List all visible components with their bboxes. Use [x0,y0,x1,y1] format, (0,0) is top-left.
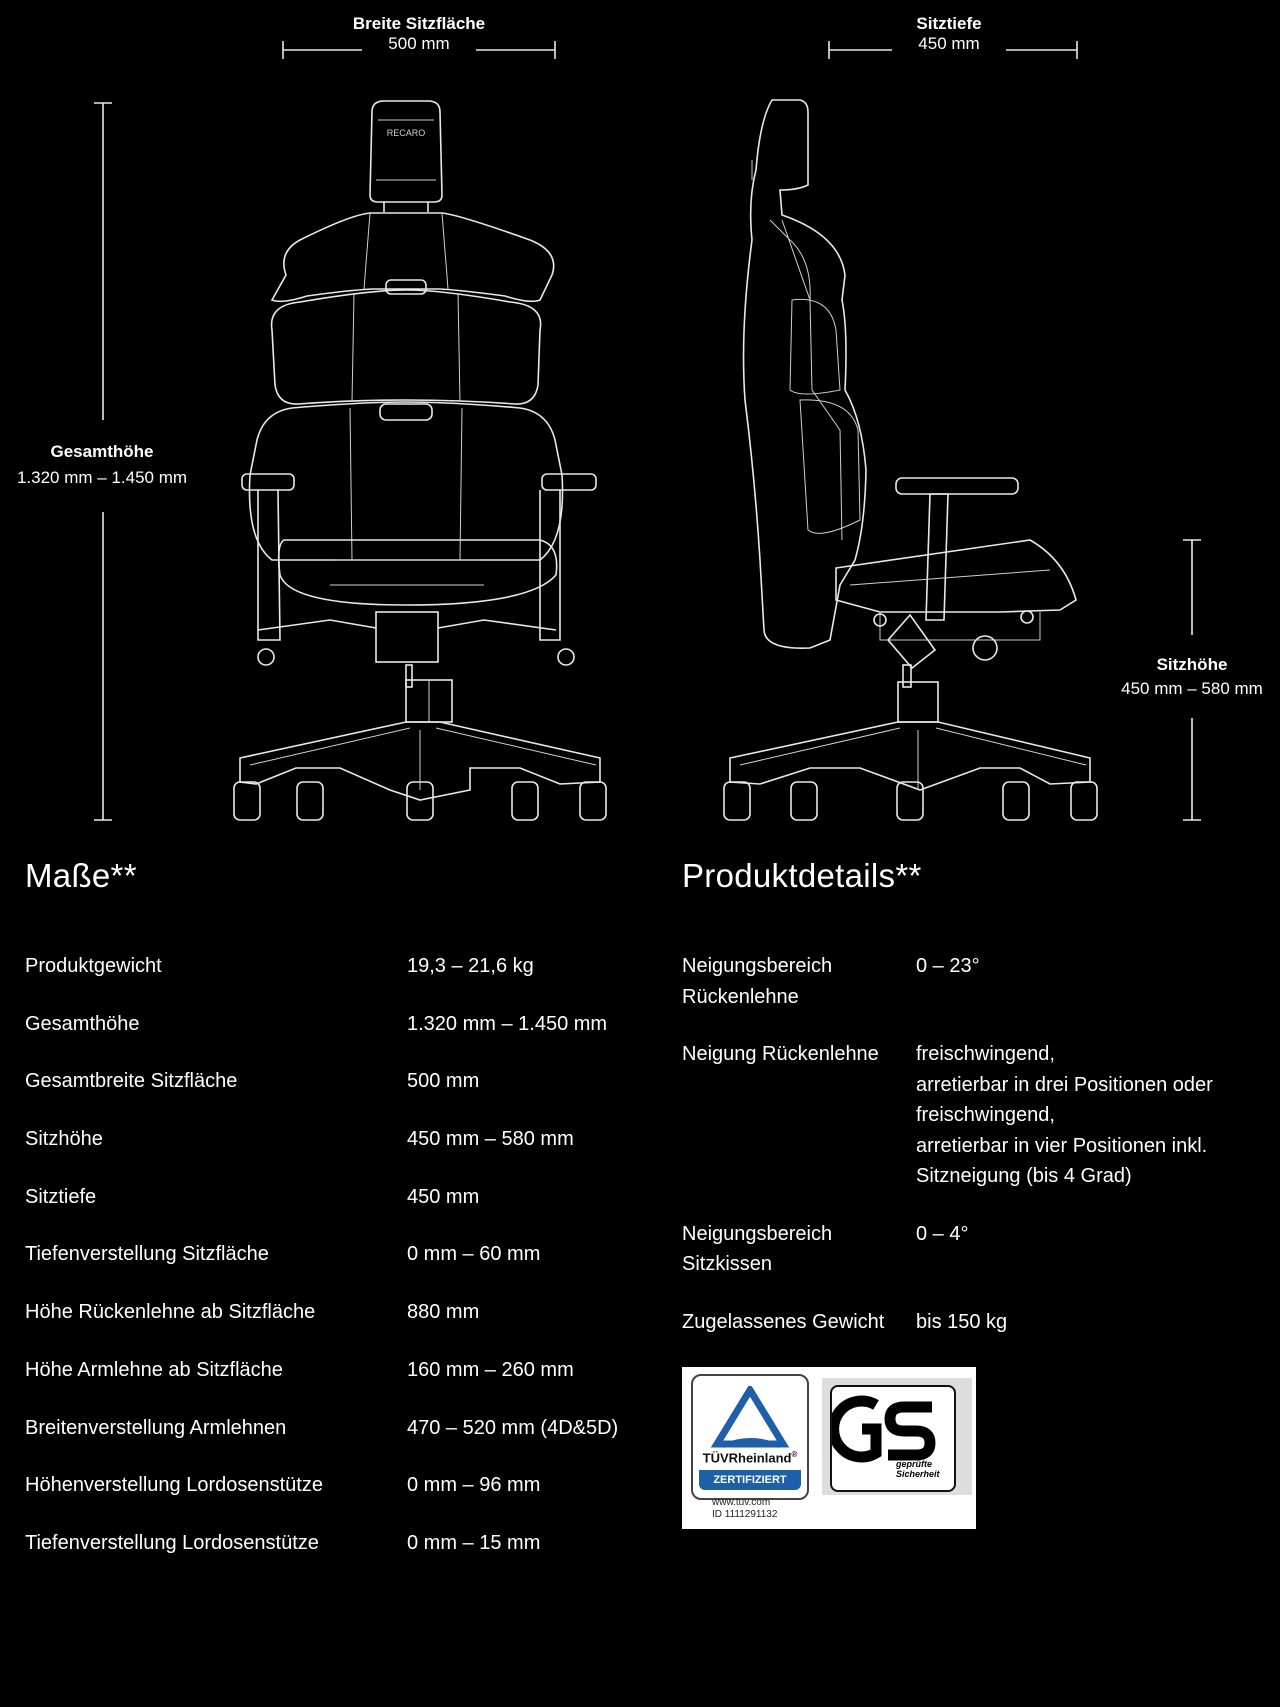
masse-row-value: 160 mm – 260 mm [407,1358,574,1381]
tuv-certificate [691,1374,809,1500]
masse-row-label: Sitzhöhe [25,1128,103,1151]
seat-depth-title: Sitztiefe [916,14,982,33]
masse-row-value: 0 mm – 60 mm [407,1243,541,1266]
tuv-zertifiziert-badge: ZERTIFIZIERT [699,1470,801,1490]
tuv-name-text: TÜVRheinland [702,1450,792,1466]
masse-row [25,1066,665,1097]
brand-mark: RECARO [386,128,426,138]
masse-row [25,1470,665,1501]
masse-row-label: Produktgewicht [25,955,162,977]
seat-depth-label [869,14,1029,54]
chair-side-view [724,100,1097,820]
tuv-registered-mark: ® [791,1450,798,1459]
gs-caption-line1: geprüfte [896,1459,932,1469]
seat-width-label [319,14,519,54]
masse-row [25,1355,665,1386]
produktdetails-row [682,1039,1272,1192]
masse-row-label: Gesamtbreite Sitzfläche [25,1070,238,1093]
masse-row [25,1239,665,1270]
masse-row-value: 450 mm – 580 mm [407,1128,574,1151]
masse-row-value: 19,3 – 21,6 kg [407,955,534,977]
masse-table [25,951,665,1586]
produktdetails-row-value: 0 – 23° [916,955,980,977]
masse-row-value: 500 mm [407,1070,480,1093]
masse-row-value: 880 mm [407,1301,480,1324]
total-height-title: Gesamthöhe [50,442,154,461]
produktdetails-row [682,951,1272,1012]
masse-row-value: 1.320 mm – 1.450 mm [407,1012,608,1035]
seat-height-value: 450 mm – 580 mm [1121,679,1263,698]
total-height-value: 1.320 mm – 1.450 mm [16,468,188,487]
masse-row-value: 0 mm – 96 mm [407,1474,541,1497]
produktdetails-row-label: Zugelassenes Gewicht [682,1310,885,1333]
seat-height-label [1108,655,1276,699]
produktdetails-title: Produktdetails** [682,857,922,894]
total-height-label [2,442,202,488]
masse-row [25,1528,665,1559]
masse-row-label: Sitztiefe [25,1185,97,1208]
tuv-id: ID 1111291132 [712,1509,778,1520]
seat-width-title: Breite Sitzfläche [352,14,486,33]
masse-title: Maße** [25,857,137,894]
masse-row [25,1413,665,1444]
chair-front-view [234,101,606,820]
masse-row-value: 0 mm – 15 mm [407,1531,541,1554]
seat-width-value: 500 mm [388,34,450,53]
produktdetails-row-label: Neigung Rückenlehne [682,1043,879,1065]
gs-caption [896,1459,940,1479]
gs-caption-line2: Sicherheit [896,1469,940,1479]
masse-row [25,1124,665,1155]
masse-row [25,1297,665,1328]
masse-row [25,1182,665,1213]
produktdetails-row-label: Neigungsbereich Rückenlehne [682,955,833,1008]
produktdetails-table [682,951,1272,1364]
masse-row-value: 470 – 520 mm (4D&5D) [407,1416,619,1439]
masse-row-label: Höhe Armlehne ab Sitzfläche [25,1358,283,1381]
produktdetails-row [682,1219,1272,1280]
tuv-info [712,1497,812,1521]
masse-row-label: Höhenverstellung Lordosenstütze [25,1474,323,1497]
produktdetails-row [682,1307,1272,1338]
masse-row-value: 450 mm [407,1185,480,1208]
masse-row-label: Breitenverstellung Armlehnen [25,1416,287,1439]
masse-row [25,1009,665,1040]
masse-row [25,951,665,982]
gs-seal [830,1385,956,1492]
produktdetails-row-label: Neigungsbereich Sitzkissen [682,1222,833,1275]
seat-depth-value: 450 mm [918,34,980,53]
chair-technical-drawing [0,0,1280,830]
produktdetails-row-value: freischwingend, arretierbar in drei Positionen oder freischwingend, arretierbar in vier Positionen inkl. Sitzneigung (bis 4 Grad) [916,1043,1213,1187]
tuv-name [693,1450,807,1465]
masse-row-label: Höhe Rückenlehne ab Sitzfläche [25,1301,316,1324]
produktdetails-row-value: 0 – 4° [916,1222,969,1245]
tuv-url: www.tuv.com [712,1497,771,1508]
gs-certificate [822,1378,972,1495]
masse-row-label: Tiefenverstellung Sitzfläche [25,1243,269,1266]
produktdetails-row-value: bis 150 kg [916,1310,1008,1333]
masse-row-label: Tiefenverstellung Lordosenstütze [25,1531,319,1554]
certificate-badges [682,1367,976,1529]
seat-height-title: Sitzhöhe [1156,655,1228,674]
masse-row-label: Gesamthöhe [25,1012,140,1035]
